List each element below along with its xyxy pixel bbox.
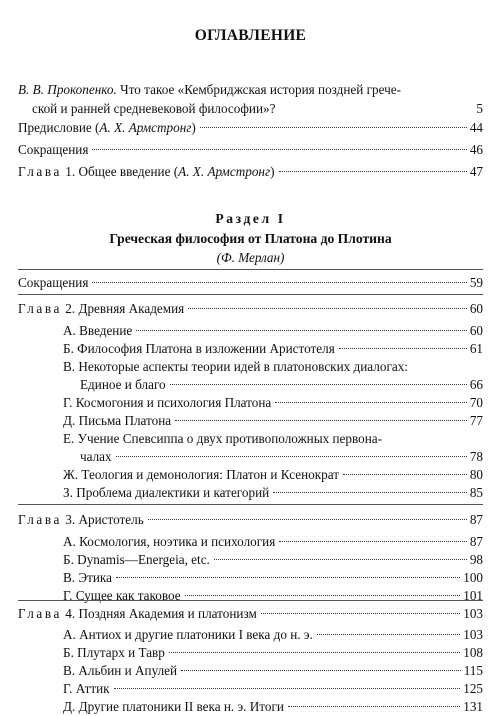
toc-item: Г. Космогония и психология Платона 70 [63,395,483,410]
foreword-entry [18,118,483,137]
divider-rule [18,600,483,601]
dot-leader [275,402,467,403]
dot-leader [279,541,467,542]
section-abbreviations-entry [18,273,483,292]
toc-item: Единое и благо 66 [80,377,483,392]
toc-item: Д. Письма Платона 77 [63,413,483,428]
section-heading: Раздел I [215,211,286,226]
toc-item: Б. Плутарх и Тавр 108 [63,645,483,660]
chapter-3-entry [18,510,483,529]
toc-item: А. Космология, ноэтика и психология 87 [63,534,483,549]
chapter-1-entry [18,162,483,181]
dot-leader [261,613,460,614]
dot-leader [116,577,460,578]
preface-text-1: Что такое «Кембриджская история поздней грече- [120,82,402,97]
dot-leader [288,706,460,707]
dot-leader [343,474,467,475]
section-abbreviations-page: 59 [469,275,483,290]
dot-leader [92,282,466,283]
preface-text-2: ской и ранней средневековой философии»? [32,101,276,116]
dot-leader [273,492,467,493]
page-title: ОГЛАВЛЕНИЕ [194,27,307,44]
foreword-page: 44 [469,120,483,135]
toc-item: В. Альбин и Апулей 115 [63,663,483,678]
toc-item: Д. Другие платоники II века н. э. Итоги 131 [63,699,483,714]
toc-item-line1: В. Некоторые аспекты теории идей в платоновских диалогах: [63,359,408,374]
preface-author: В. В. Прокопенко. [18,82,117,97]
toc-item: Б. Философия Платона в изложении Аристотеля 61 [63,341,483,356]
toc-item: Г. Сущее как таковое 101 [63,588,483,603]
chapter-3-page: 87 [469,512,483,527]
abbreviations-label: Сокращения [18,142,89,157]
section-title: Греческая философия от Платона до Плотина [109,231,392,246]
toc-item: З. Проблема диалектики и категорий 85 [63,485,483,500]
dot-leader [114,688,461,689]
abbreviations-page: 46 [469,142,483,157]
section-author: (Ф. Мерлан) [216,250,285,265]
toc-item: Ж. Теология и демонология: Платон и Ксенократ 80 [63,467,483,482]
dot-leader [175,420,467,421]
dot-leader [214,559,467,560]
preface-page: 5 [476,101,483,116]
abbreviations-entry [18,140,483,159]
preface-entry-line1 [18,80,401,99]
divider-rule [18,504,483,505]
toc-item: Г. Аттик 125 [63,681,483,696]
chapter-3-label: Глава 3. Аристотель [18,512,144,527]
dot-leader [279,171,467,172]
chapter-1-page: 47 [469,164,483,179]
dot-leader [136,330,467,331]
chapter-2-entry [18,299,483,318]
dot-leader [181,670,461,671]
divider-rule [18,294,483,295]
foreword-label: Предисловие (А. Х. Армстронг) [18,120,196,135]
chapter-4-entry [18,604,483,623]
toc-item: В. Этика 100 [63,570,483,585]
toc-item: А. Введение 60 [63,323,483,338]
dot-leader [148,519,467,520]
dot-leader [339,348,467,349]
section-abbreviations-label: Сокращения [18,275,89,290]
dot-leader [200,127,467,128]
chapter-4-page: 103 [463,606,483,621]
chapter-1-label: Глава 1. Общее введение (А. Х. Армстронг) [18,164,275,179]
dot-leader [170,384,467,385]
toc-item: чалах 78 [80,449,483,464]
dot-leader [185,595,461,596]
preface-entry-line2 [32,99,483,118]
dot-leader [169,652,460,653]
dot-leader [188,308,467,309]
leader [280,108,474,109]
dot-leader [317,634,460,635]
chapter-2-page: 60 [469,301,483,316]
chapter-2-label: Глава 2. Древняя Академия [18,301,185,316]
foreword-author: А. Х. Армстронг [99,120,192,135]
divider-rule [18,269,483,270]
dot-leader [116,456,467,457]
chapter-1-author: А. Х. Армстронг [178,164,271,179]
toc-item: А. Антиох и другие платоники I века до н. э. 103 [63,627,483,642]
dot-leader [92,149,466,150]
toc-item-line1: Е. Учение Спевсиппа о двух противоположных первона- [63,431,383,446]
toc-item: Б. Dynamis—Energeia, etc. 98 [63,552,483,567]
chapter-4-label: Глава 4. Поздняя Академия и платонизм [18,606,257,621]
